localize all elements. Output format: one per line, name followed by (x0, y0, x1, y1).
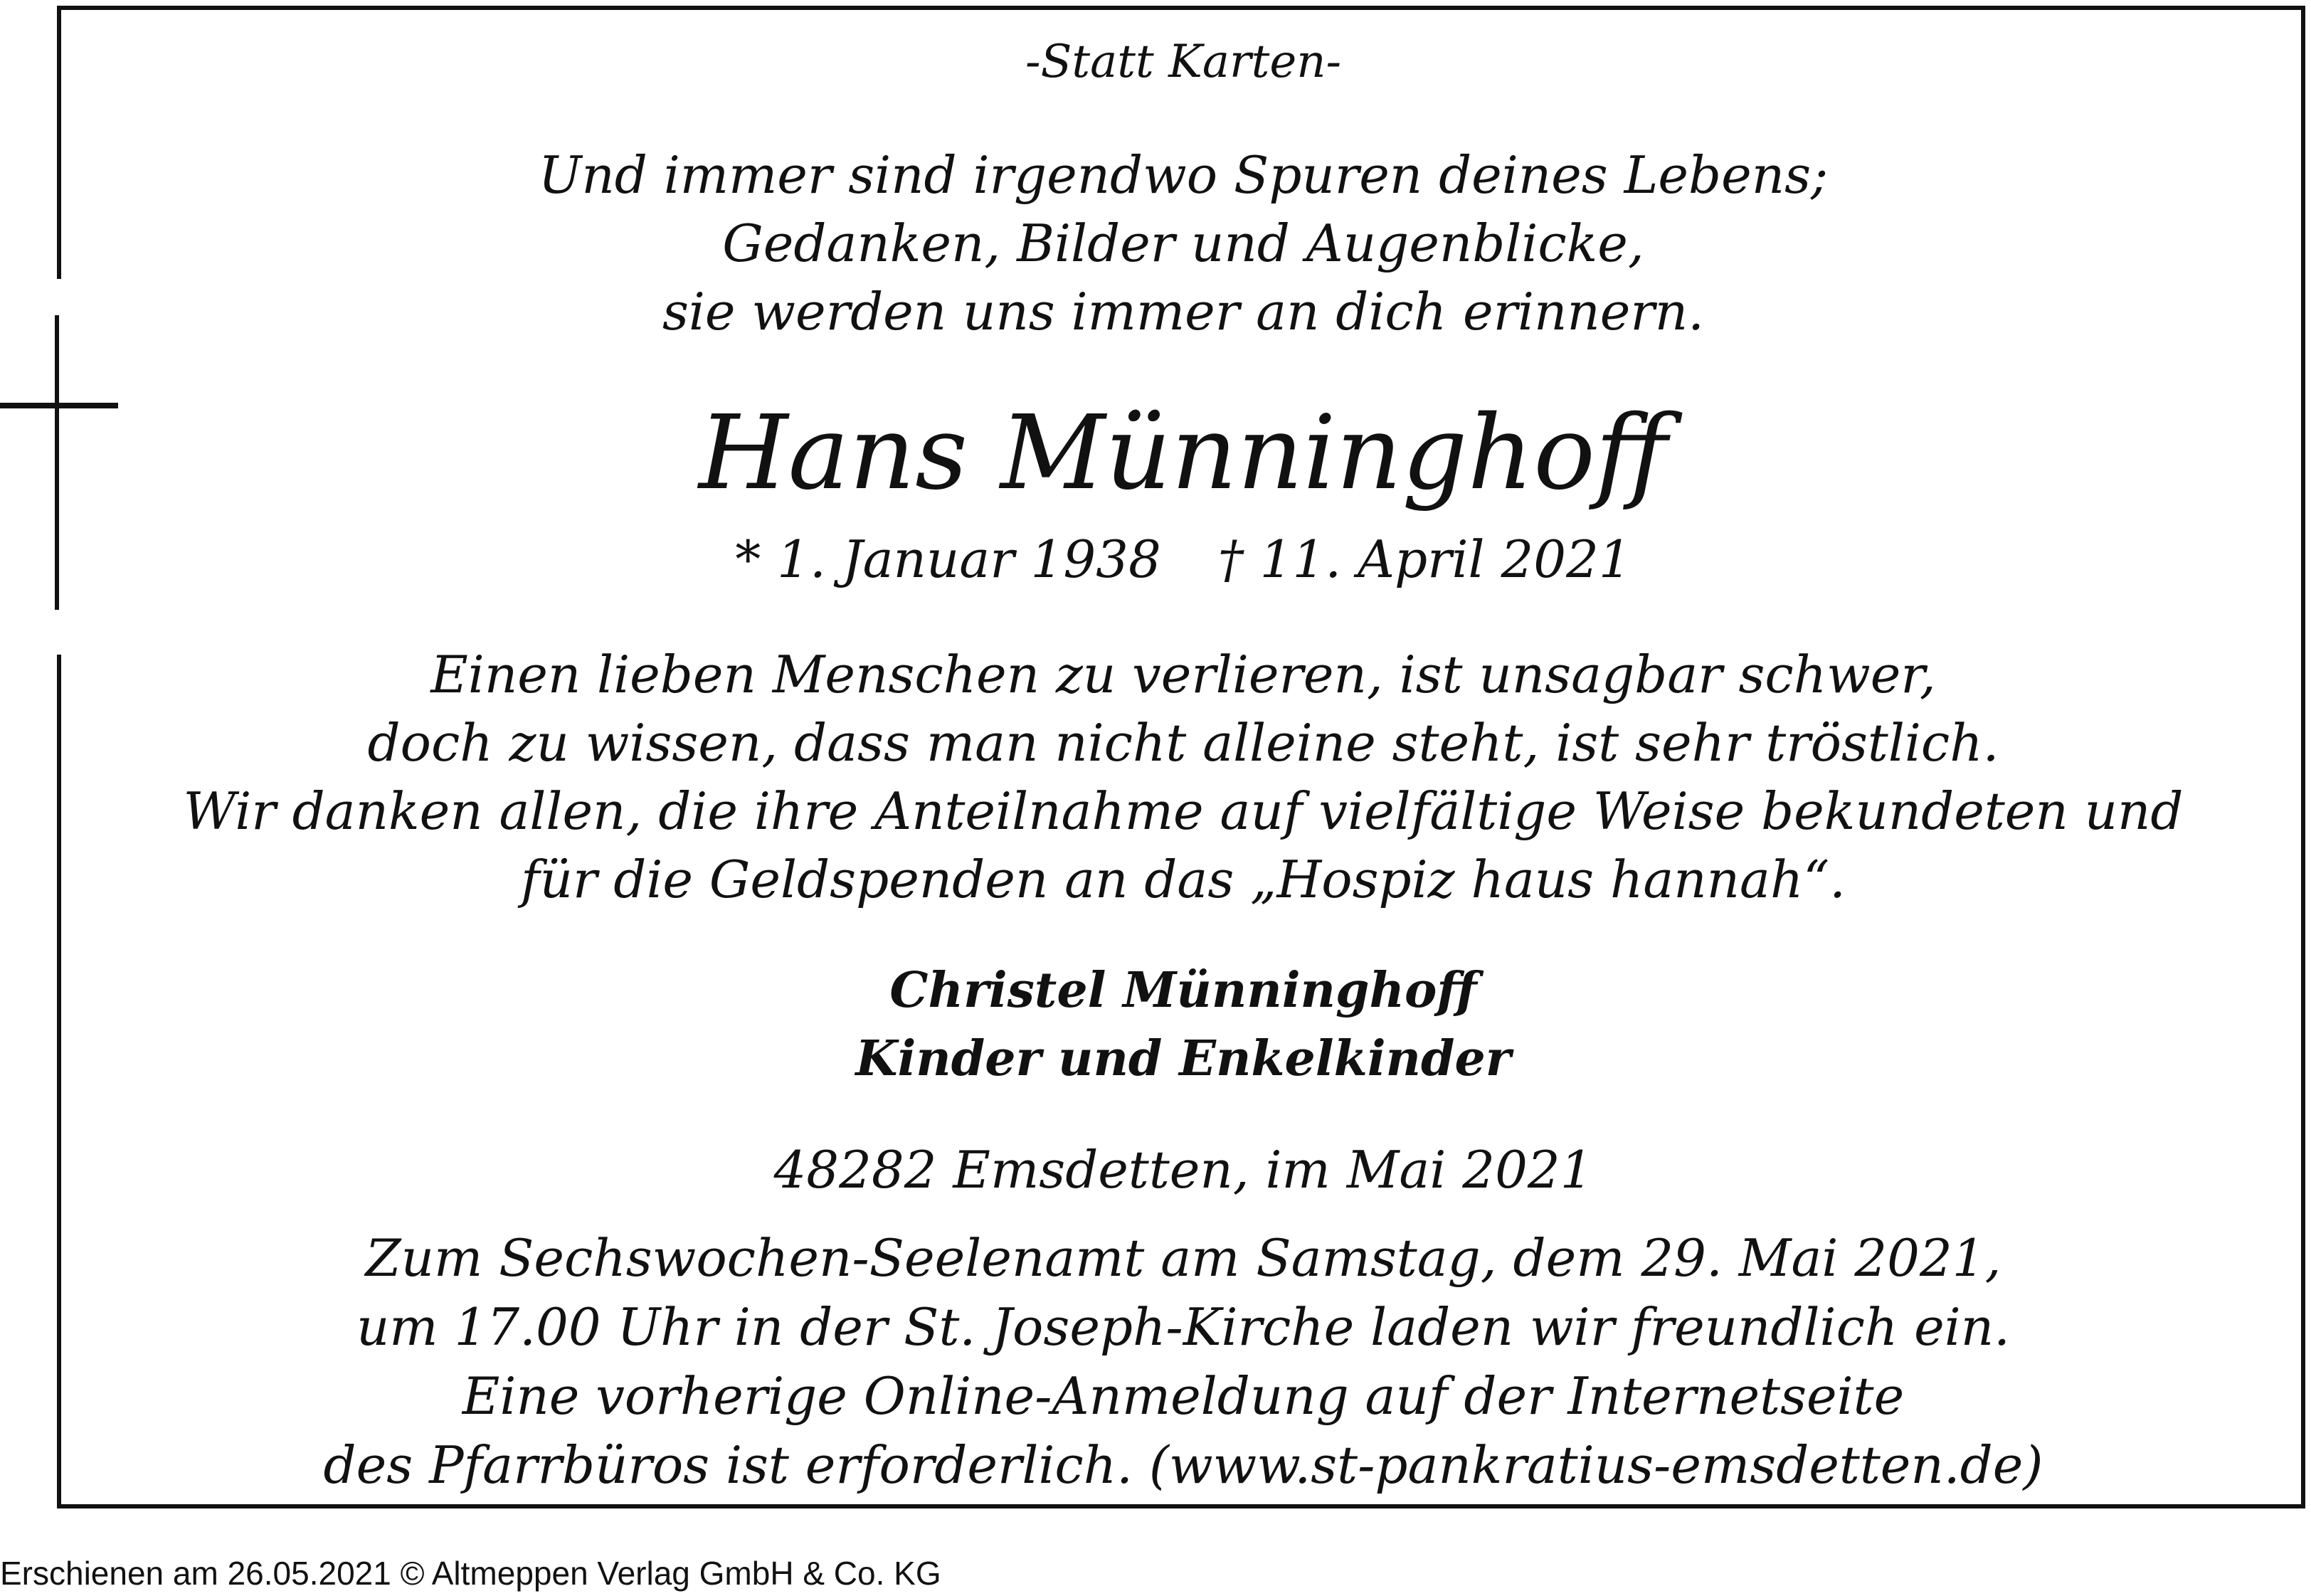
thanks-line: für die Geldspenden an das „Hospiz haus hannah“. (520, 850, 1846, 909)
place-date: 48282 Emsdetten, im Mai 2021 (773, 1140, 1593, 1200)
death-date: † 11. April 2021 (1217, 529, 1632, 589)
family-line: Kinder und Enkelkinder (855, 1030, 1511, 1087)
poem-line: Gedanken, Bilder und Augenblicke, (722, 213, 1644, 273)
service-announcement (61, 1224, 2305, 1500)
service-line: Eine vorherige Online-Anmeldung auf der Internetseite (462, 1366, 1905, 1426)
deceased-name: Hans Münninghoff (699, 393, 1668, 512)
cross-vertical-bar (55, 315, 59, 610)
family-signature (61, 956, 2305, 1093)
pre-title: -Statt Karten- (1025, 36, 1342, 88)
birth-date: * 1. Januar 1938 (735, 529, 1161, 589)
service-line: des Pfarrbüros ist erforderlich. (www.st-pankratius-emsdetten.de) (323, 1435, 2043, 1495)
service-line: um 17.00 Uhr in der St. Joseph-Kirche laden wir freundlich ein. (356, 1297, 2011, 1357)
service-line: Zum Sechswochen-Seelenamt am Samstag, dem 29. Mai 2021, (365, 1228, 2001, 1288)
thanks-line: doch zu wissen, dass man nicht alleine steht, ist sehr tröstlich. (367, 713, 1999, 773)
thanks-line: Wir danken allen, die ihre Anteilnahme auf vielfältige Weise bekundeten und (183, 781, 2184, 841)
thanks-text (61, 640, 2305, 914)
poem-line: Und immer sind irgendwo Spuren deines Lebens; (538, 145, 1829, 205)
publication-footer: Erschienen am 26.05.2021 © Altmeppen Verlag GmbH & Co. KG (0, 1555, 941, 1592)
life-dates (61, 525, 2305, 593)
poem-line: sie werden uns immer an dich erinnern. (662, 282, 1705, 342)
thanks-line: Einen lieben Menschen zu verlieren, ist unsagbar schwer, (430, 645, 1936, 704)
poem (61, 141, 2305, 346)
family-line: Christel Münninghoff (889, 962, 1477, 1019)
